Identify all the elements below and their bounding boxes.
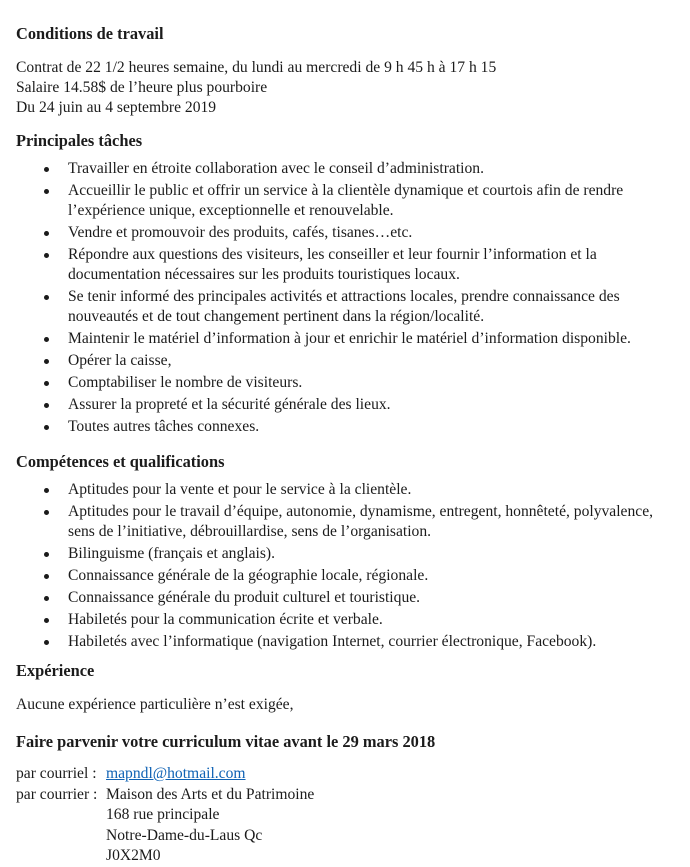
conditions-line: Contrat de 22 1/2 heures semaine, du lundi au mercredi de 9 h 45 h à 17 h 15 (16, 59, 497, 76)
conditions-heading: Conditions de travail (16, 24, 164, 43)
experience-heading: Expérience (16, 661, 95, 680)
mail-recipient: Maison des Arts et du Patrimoine (106, 785, 315, 803)
competences-heading: Compétences et qualifications (16, 452, 225, 471)
section-principales-taches (16, 131, 682, 437)
skill-item: Habiletés avec l’informatique (navigation Internet, courrier électronique, Facebook). (16, 632, 682, 652)
skills-list (16, 480, 682, 652)
skill-item: Connaissance générale de la géographie locale, régionale. (16, 566, 682, 586)
skill-item: Bilinguisme (français et anglais). (16, 544, 682, 564)
email-row (16, 764, 682, 785)
address-line: J0X2M0 (106, 847, 161, 864)
task-item: Accueillir le public et offrir un service à la clientèle dynamique et courtois afin de rendre l’expérience unique, exceptionnelle et renouvelable. (16, 181, 682, 221)
email-link[interactable]: mapndl@hotmail.com (106, 765, 246, 782)
mail-label: par courrier : (16, 785, 98, 803)
task-item: Assurer la propreté et la sécurité générale des lieux. (16, 395, 682, 415)
contact-block (16, 764, 682, 867)
skill-item: Aptitudes pour la vente et pour le service à la clientèle. (16, 480, 682, 500)
task-item: Vendre et promouvoir des produits, cafés, tisanes…etc. (16, 223, 682, 243)
section-experience (16, 661, 682, 715)
mail-address (16, 805, 682, 867)
mail-row (16, 785, 682, 806)
email-label: par courriel : (16, 765, 97, 782)
experience-text: Aucune expérience particulière n’est exigée, (16, 696, 294, 713)
section-competences (16, 452, 682, 652)
conditions-line: Salaire 14.58$ de l’heure plus pourboire (16, 79, 268, 96)
task-item: Répondre aux questions des visiteurs, les conseiller et leur fournir l’information et la documentation nécessaires sur les produits touristiques locaux. (16, 245, 682, 285)
submission-heading: Faire parvenir votre curriculum vitae avant le 29 mars 2018 (16, 732, 436, 751)
skill-item: Connaissance générale du produit culturel et touristique. (16, 588, 682, 608)
conditions-line: Du 24 juin au 4 septembre 2019 (16, 99, 217, 116)
section-submission (16, 732, 682, 867)
task-item: Opérer la caisse, (16, 351, 682, 371)
skill-item: Aptitudes pour le travail d’équipe, autonomie, dynamisme, entregent, honnêteté, polyvalence, sens de l’initiative, débrouillardise, sens de l’organisation. (16, 502, 682, 542)
task-item: Se tenir informé des principales activités et attractions locales, prendre connaissance des nouveautés et de tout changement pertinent dans la région/localité. (16, 287, 682, 327)
taches-heading: Principales tâches (16, 131, 143, 150)
address-line: Notre-Dame-du-Laus Qc (106, 826, 263, 844)
task-item: Maintenir le matériel d’information à jour et enrichir le matériel d’information disponible. (16, 329, 682, 349)
section-conditions (16, 24, 682, 118)
address-line: 168 rue principale (106, 806, 220, 823)
skill-item: Habiletés pour la communication écrite et verbale. (16, 610, 682, 630)
task-item: Travailler en étroite collaboration avec le conseil d’administration. (16, 159, 682, 179)
task-item: Comptabiliser le nombre de visiteurs. (16, 373, 682, 393)
conditions-paragraph (16, 58, 682, 118)
task-item: Toutes autres tâches connexes. (16, 417, 682, 437)
task-list (16, 159, 682, 437)
